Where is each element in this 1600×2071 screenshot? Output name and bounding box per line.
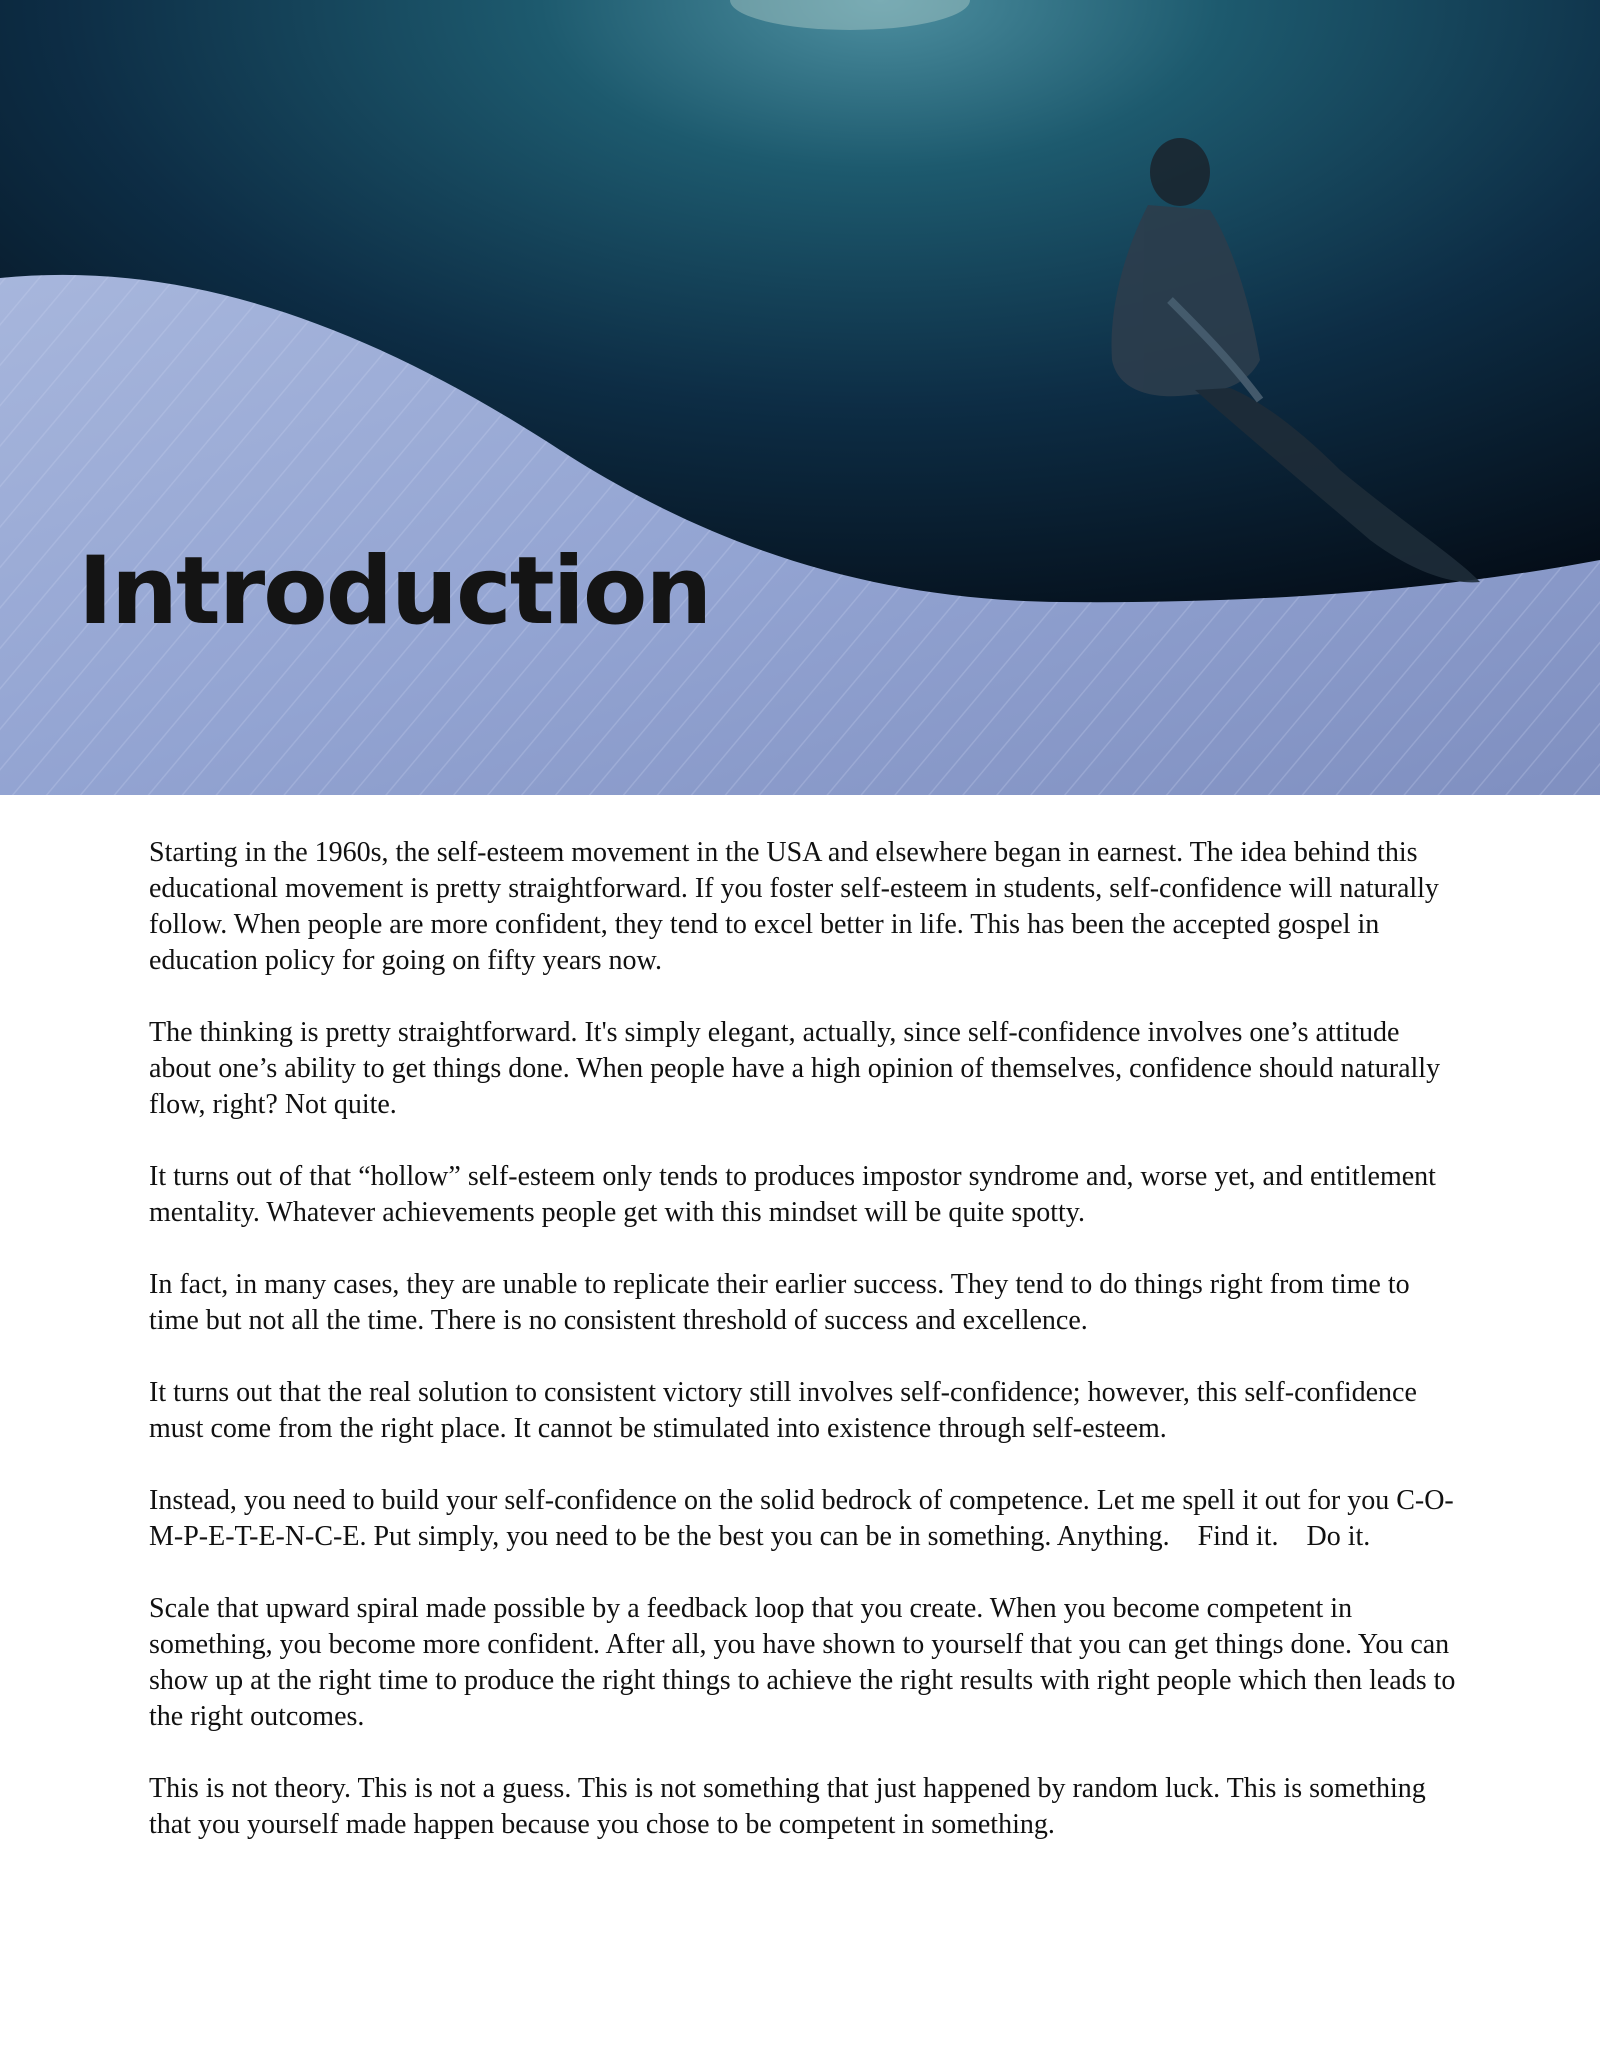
paragraph: Instead, you need to build your self-confidence on the solid bedrock of competence. Let me spell it out for you C-O-M-P-E-T-E-N-C-E. Put simply, you need to be the best you can be in something. Anything. Find it. Do it.: [149, 1485, 1454, 1552]
paragraph: Scale that upward spiral made possible by a feedback loop that you create. When you become competent in something, you become more confident. After all, you have shown to yourself that you can get things done. You can show up at the right time to produce the right things to achieve the right results with right people which then leads to the right outcomes.: [149, 1593, 1456, 1732]
paragraph: In fact, in many cases, they are unable to replicate their earlier success. They tend to do things right from time to time but not all the time. There is no consistent threshold of success and excellence.: [149, 1269, 1410, 1336]
paragraph: It turns out that the real solution to consistent victory still involves self-confidence; however, this self-confidence must come from the right place. It cannot be stimulated into existence through self-esteem.: [149, 1377, 1417, 1444]
paragraph: This is not theory. This is not a guess. This is not something that just happened by random luck. This is something that you yourself made happen because you chose to be competent in something.: [149, 1773, 1426, 1840]
paragraph: The thinking is pretty straightforward. It's simply elegant, actually, since self-confidence involves one’s attitude about one’s ability to get things done. When people have a high opinion of themselves, confidence should naturally flow, right? Not quite.: [149, 1017, 1441, 1120]
paragraph: Starting in the 1960s, the self-esteem movement in the USA and elsewhere began in earnest. The idea behind this educational movement is pretty straightforward. If you foster self-esteem in students, self-confidence will naturally follow. When people are more confident, they tend to excel better in life. This has been the accepted gospel in education policy for going on fifty years now.: [149, 837, 1439, 976]
body-text: [149, 835, 1459, 1879]
paragraph: It turns out of that “hollow” self-esteem only tends to produces impostor syndrome and, worse yet, and entitlement mentality. Whatever achievements people get with this mindset will be quite spotty.: [149, 1161, 1436, 1228]
header-banner: [0, 0, 1600, 795]
banner-artwork: [0, 0, 1600, 795]
chapter-title: Introduction: [78, 537, 711, 646]
